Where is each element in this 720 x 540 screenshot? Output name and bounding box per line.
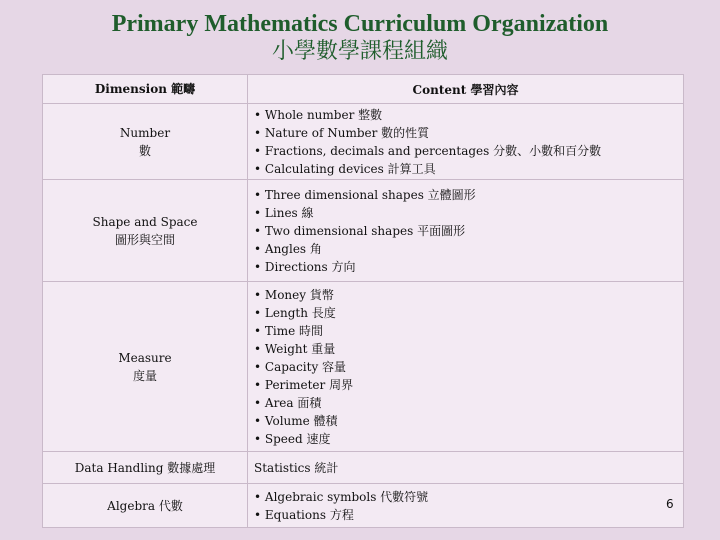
table-row: [43, 104, 684, 180]
list-item: • Equations 方程: [254, 506, 677, 524]
dimension-name: Shape and Space: [92, 214, 198, 229]
table-row: [43, 180, 684, 282]
content-cell: [248, 180, 684, 282]
dimension-name-zh: 圖形與空間: [114, 232, 175, 247]
list-item: • Lines 線: [254, 204, 677, 222]
list-item: • Volume 體積: [254, 412, 677, 430]
list-item: • Calculating devices 計算工具: [254, 160, 677, 178]
content-cell: [248, 104, 684, 180]
dimension-cell: [43, 104, 248, 180]
list-item: • Time 時間: [254, 322, 677, 340]
page-subtitle: 小學數學課程組織: [271, 39, 448, 64]
list-item: • Fractions, decimals and percentages 分數、小數和百分數: [254, 142, 677, 160]
dimension-cell: [43, 484, 248, 528]
page-title: Primary Mathematics Curriculum Organization: [111, 11, 609, 37]
dimension-cell: [43, 180, 248, 282]
dimension-cell: [43, 452, 248, 484]
list-item: • Money 貨幣: [254, 286, 677, 304]
table-row: [43, 484, 684, 528]
content-header: Content 學習內容: [248, 75, 684, 104]
dimension-cell: [43, 282, 248, 452]
list-item: • Three dimensional shapes 立體圖形: [254, 186, 677, 204]
dimension-name: Algebra 代數: [107, 498, 183, 513]
curriculum-table: [42, 74, 684, 528]
dimension-name: Number: [119, 125, 171, 140]
list-item: • Directions 方向: [254, 258, 677, 276]
list-item: • Area 面積: [254, 394, 677, 412]
list-item: • Length 長度: [254, 304, 677, 322]
title-block: [0, 10, 720, 66]
list-item: • Speed 速度: [254, 430, 677, 448]
list-item: • Angles 角: [254, 240, 677, 258]
content-cell: [248, 484, 684, 528]
list-item: Statistics 統計: [254, 460, 339, 475]
dimension-header: Dimension 範疇: [43, 75, 248, 104]
table-header-row: [43, 75, 684, 104]
list-item: • Two dimensional shapes 平面圖形: [254, 222, 677, 240]
dimension-name: Measure: [118, 350, 172, 365]
content-cell: [248, 282, 684, 452]
list-item: • Capacity 容量: [254, 358, 677, 376]
list-item: • Algebraic symbols 代數符號: [254, 488, 677, 506]
dimension-name: Data Handling 數據處理: [74, 460, 216, 475]
list-item: • Perimeter 周界: [254, 376, 677, 394]
list-item: • Weight 重量: [254, 340, 677, 358]
content-cell: [248, 452, 684, 484]
page-number: 6: [666, 497, 674, 511]
list-item: • Nature of Number 數的性質: [254, 124, 677, 142]
dimension-name-zh: 度量: [132, 368, 157, 383]
table-row: [43, 282, 684, 452]
table-row: [43, 452, 684, 484]
dimension-name-zh: 數: [138, 143, 151, 158]
list-item: • Whole number 整數: [254, 106, 677, 124]
